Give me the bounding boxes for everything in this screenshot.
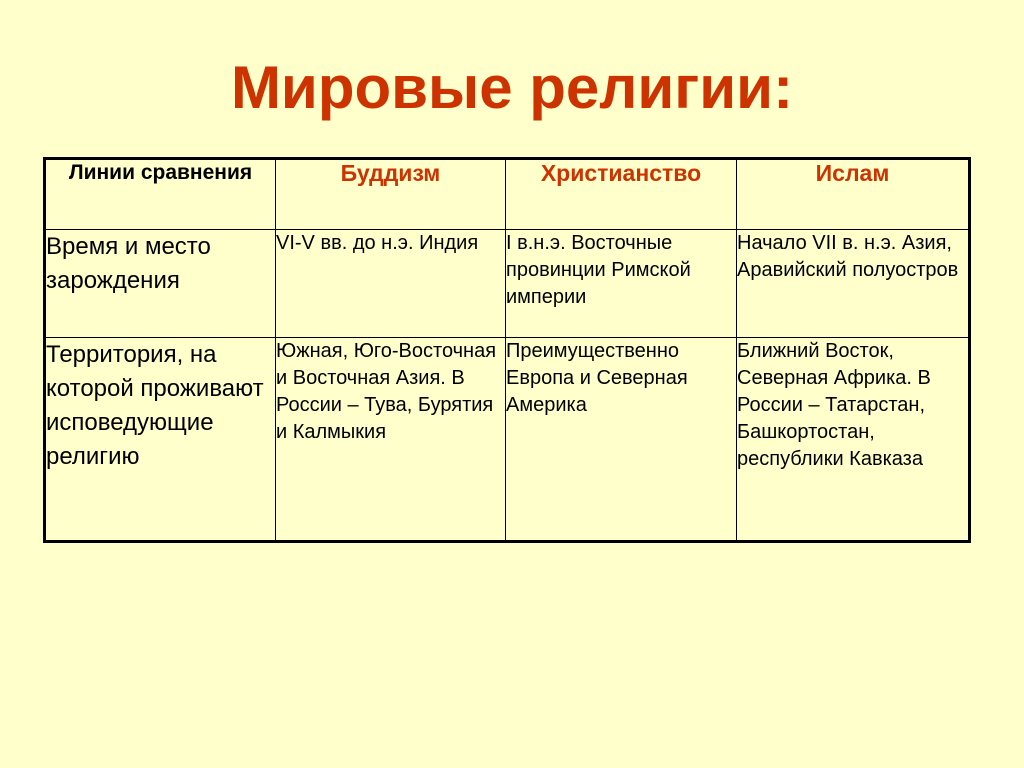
- header-comparison-lines-text: Линии сравнения: [68, 161, 253, 184]
- slide-title: Мировые религии:: [230, 54, 794, 121]
- cell-origin-islam: [737, 230, 970, 338]
- cell-origin-buddhism: [276, 230, 506, 338]
- header-buddhism: [276, 159, 506, 230]
- cell-territory-islam: [737, 338, 970, 542]
- cell-territory-buddhism: [276, 338, 506, 542]
- cell-territory-buddhism-text: Южная, Юго-Восточная и Восточная Азия. В России – Тува, Бурятия и Калмыкия: [276, 340, 497, 443]
- row-label-origin-text: Время и место зарождения: [46, 233, 211, 294]
- row-label-territory-text: Территория, на которой проживают исповедующие религию: [46, 341, 264, 470]
- table-row-origin: [45, 230, 970, 338]
- header-islam: [737, 159, 970, 230]
- header-comparison-lines: [45, 159, 276, 230]
- cell-origin-buddhism-text: VI-V вв. до н.э. Индия: [276, 232, 479, 254]
- cell-territory-christianity: [506, 338, 737, 542]
- table-header-row: [45, 159, 970, 230]
- header-islam-text: Ислам: [815, 160, 890, 186]
- cell-origin-christianity-text: I в.н.э. Восточные провинции Римской империи: [506, 232, 691, 308]
- cell-territory-islam-text: Ближний Восток, Северная Африка. В России – Татарстан, Башкортостан, республики Кавказа: [737, 340, 931, 470]
- row-label-origin: [45, 230, 276, 338]
- cell-origin-islam-text: Начало VII в. н.э. Азия, Аравийский полуостров: [737, 232, 959, 281]
- row-label-territory: [45, 338, 276, 542]
- header-buddhism-text: Буддизм: [340, 160, 441, 186]
- header-christianity-text: Христианство: [540, 160, 702, 186]
- cell-origin-christianity: [506, 230, 737, 338]
- header-christianity: [506, 159, 737, 230]
- table-row-territory: [45, 338, 970, 542]
- cell-territory-christianity-text: Преимущественно Европа и Северная Америка: [506, 340, 688, 416]
- comparison-table: [43, 157, 971, 543]
